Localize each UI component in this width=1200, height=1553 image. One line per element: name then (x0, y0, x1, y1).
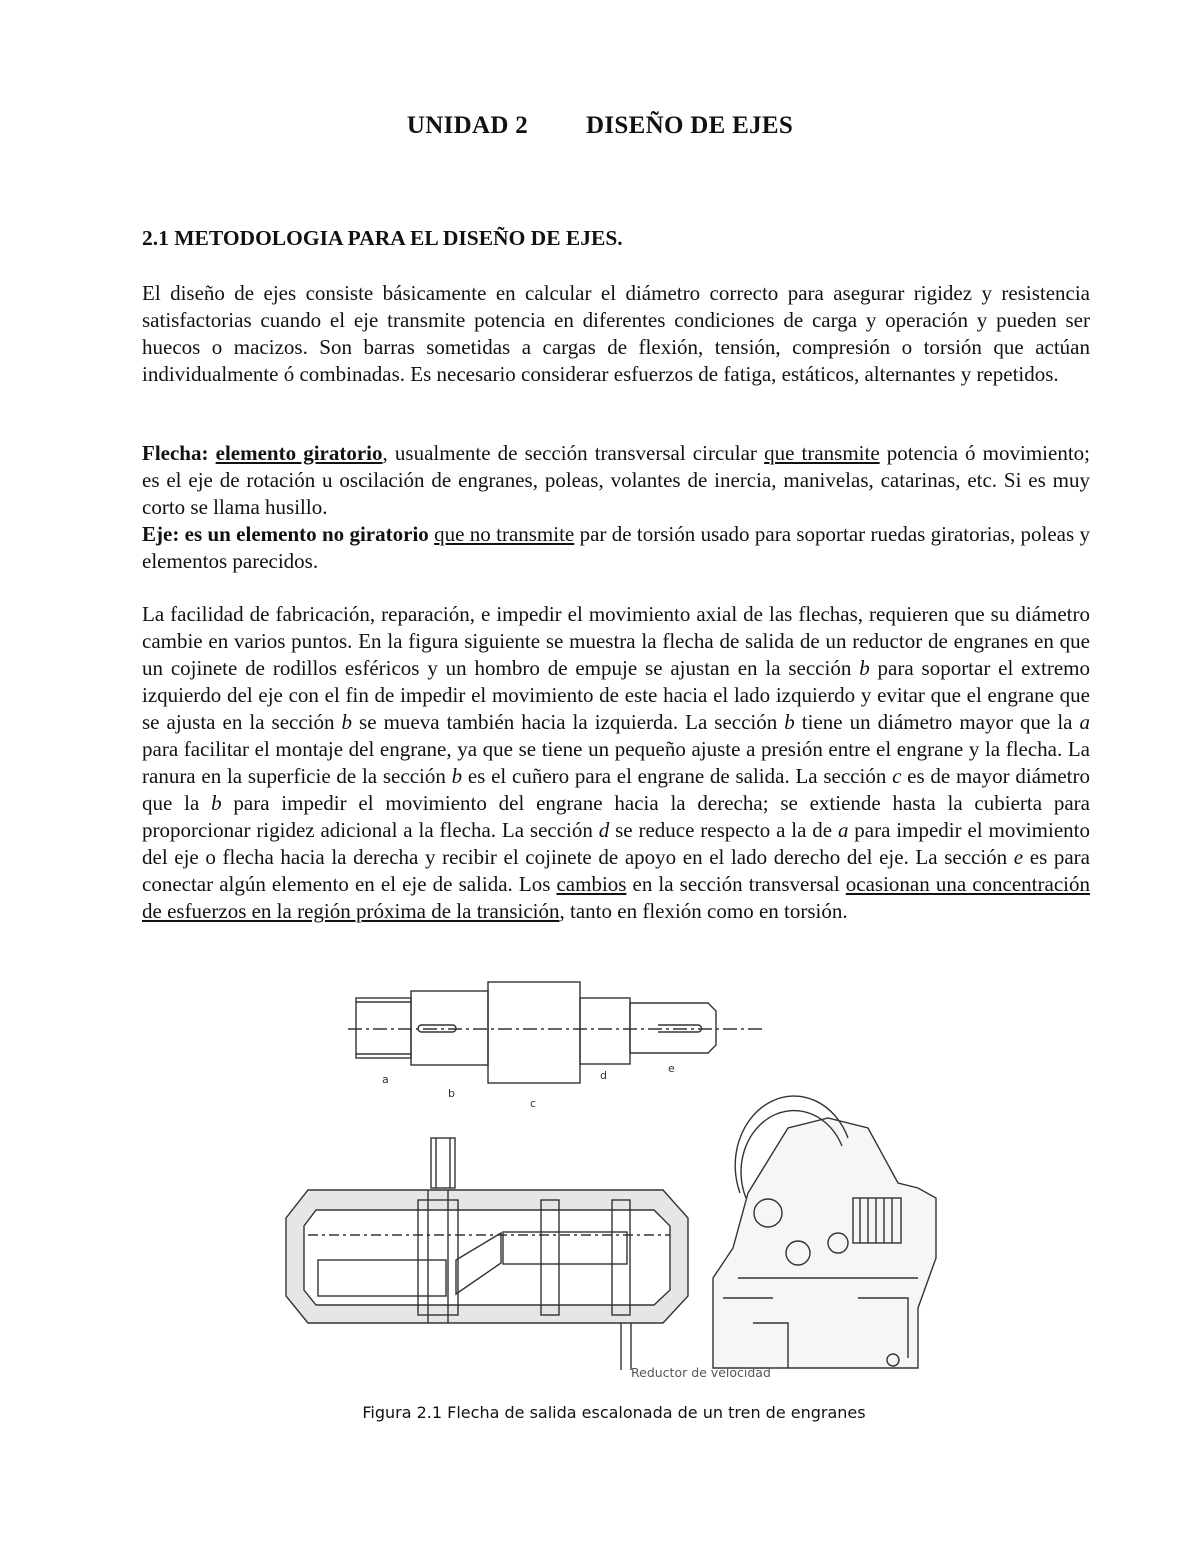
label-b: b (448, 1087, 455, 1100)
title-unit: UNIDAD 2 (406, 112, 529, 139)
flecha-definition (142, 440, 1090, 521)
figure-drawing (268, 978, 958, 1398)
label-a: a (382, 1073, 389, 1086)
section-ref-b: b (451, 764, 463, 788)
figure-shaft-and-reducer (268, 978, 958, 1398)
flecha-underline: que transmite (764, 441, 880, 465)
section-heading: 2.1 METODOLOGIA PARA EL DISEÑO DE EJES. (142, 226, 623, 250)
shaft-section-labels (382, 1062, 675, 1110)
text-run: para impedir el movimiento del engrane hacia la derecha; se extiende hasta la cubierta para proporcionar rigidez adicional a la flecha. La sección (142, 791, 1090, 842)
text-run: se reduce respecto a la de (609, 818, 838, 842)
shaft-description-text (142, 601, 1090, 925)
section-ref-a: a (837, 818, 849, 842)
flecha-emphasis: elemento giratorio (215, 441, 383, 465)
reducer-section-drawing (286, 1138, 688, 1370)
text-run: es de mayor diámetro que la (142, 764, 1091, 815)
shaft-description-paragraph (142, 601, 1090, 925)
section-ref-b: b (859, 656, 870, 680)
section-ref-d: d (598, 818, 610, 842)
intro-paragraph (142, 280, 1090, 388)
underlined-text: ocasionan una concentración de esfuerzos en la región próxima de la transición (142, 872, 1090, 923)
text-run: para soportar el extremo izquierdo del eje con el fin de impedir el movimiento de este hacia el lado izquierdo y evitar que el engrane que se ajusta en la sección (142, 656, 1090, 734)
text-run: se mueva también hacia la izquierda. La sección (352, 710, 785, 734)
label-e: e (668, 1062, 675, 1075)
text-run: para impedir el movimiento del eje o flecha hacia la derecha y recibir el cojinete de apoyo en el lado derecho del eje. La sección (142, 818, 1090, 869)
text-run: tiene un diámetro mayor que la (794, 710, 1080, 734)
page-title (0, 112, 1200, 140)
label-d: d (600, 1069, 607, 1082)
reducer-label: Reductor de velocidad (631, 1365, 771, 1380)
text-run: para facilitar el montaje del engrane, ya que se tiene un pequeño ajuste a presión entre el engrane y la flecha. La ranura en la superficie de la sección (142, 737, 1090, 788)
stepped-shaft-drawing (348, 982, 766, 1083)
eje-term: Eje: es un elemento no giratorio (142, 522, 429, 546)
label-c: c (530, 1097, 537, 1110)
section-ref-b: b (341, 710, 353, 734)
definitions-block (142, 440, 1090, 575)
reducer-isometric-drawing (713, 1096, 936, 1368)
section-ref-e: e (1013, 845, 1024, 869)
section-ref-a: a (1079, 710, 1091, 734)
flecha-text-2: potencia ó movimiento; es el eje de rotación u oscilación de engranes, poleas, volantes de inercia, manivelas, catarinas, etc. Si es muy corto se llama husillo. (142, 441, 1090, 519)
eje-definition (142, 521, 1090, 575)
title-topic: DISEÑO DE EJES (586, 112, 794, 139)
text-run: La facilidad de fabricación, reparación, e impedir el movimiento axial de las flechas, requieren que su diámetro cambie en varios puntos. En la figura siguiente se muestra la flecha de salida de un reductor de engranes en que un cojinete de rodillos esféricos y un hombro de empuje se ajustan en la sección (142, 602, 1090, 680)
section-ref-b: b (784, 710, 795, 734)
text-run: , tanto en flexión como en torsión. (559, 899, 848, 923)
eje-underline: que no transmite (434, 522, 575, 546)
flecha-text-1: , usualmente de sección transversal circular (382, 441, 765, 465)
text-run: es el cuñero para el engrane de salida. La sección (462, 764, 893, 788)
text-run: es para conectar algún elemento en el eje de salida. Los (142, 845, 1090, 896)
section-ref-c: c (892, 764, 902, 788)
underlined-text: cambios (556, 872, 627, 896)
text-run: en la sección transversal (626, 872, 846, 896)
section-ref-b: b (211, 791, 222, 815)
intro-text: El diseño de ejes consiste básicamente en calcular el diámetro correcto para asegurar rigidez y resistencia satisfactorias cuando el eje transmite potencia en diferentes condiciones de carga y operación y pueden ser huecos o macizos. Son barras sometidas a cargas de flexión, tensión, compresión o torsión que actúan individualmente ó combinadas. Es necesario considerar esfuerzos de fatiga, estáticos, alternantes y repetidos. (142, 281, 1090, 386)
eje-text: par de torsión usado para soportar ruedas giratorias, poleas y elementos parecidos. (142, 522, 1091, 573)
flecha-term: Flecha: (142, 441, 209, 465)
figure-caption: Figura 2.1 Flecha de salida escalonada de un tren de engranes (362, 1403, 866, 1422)
